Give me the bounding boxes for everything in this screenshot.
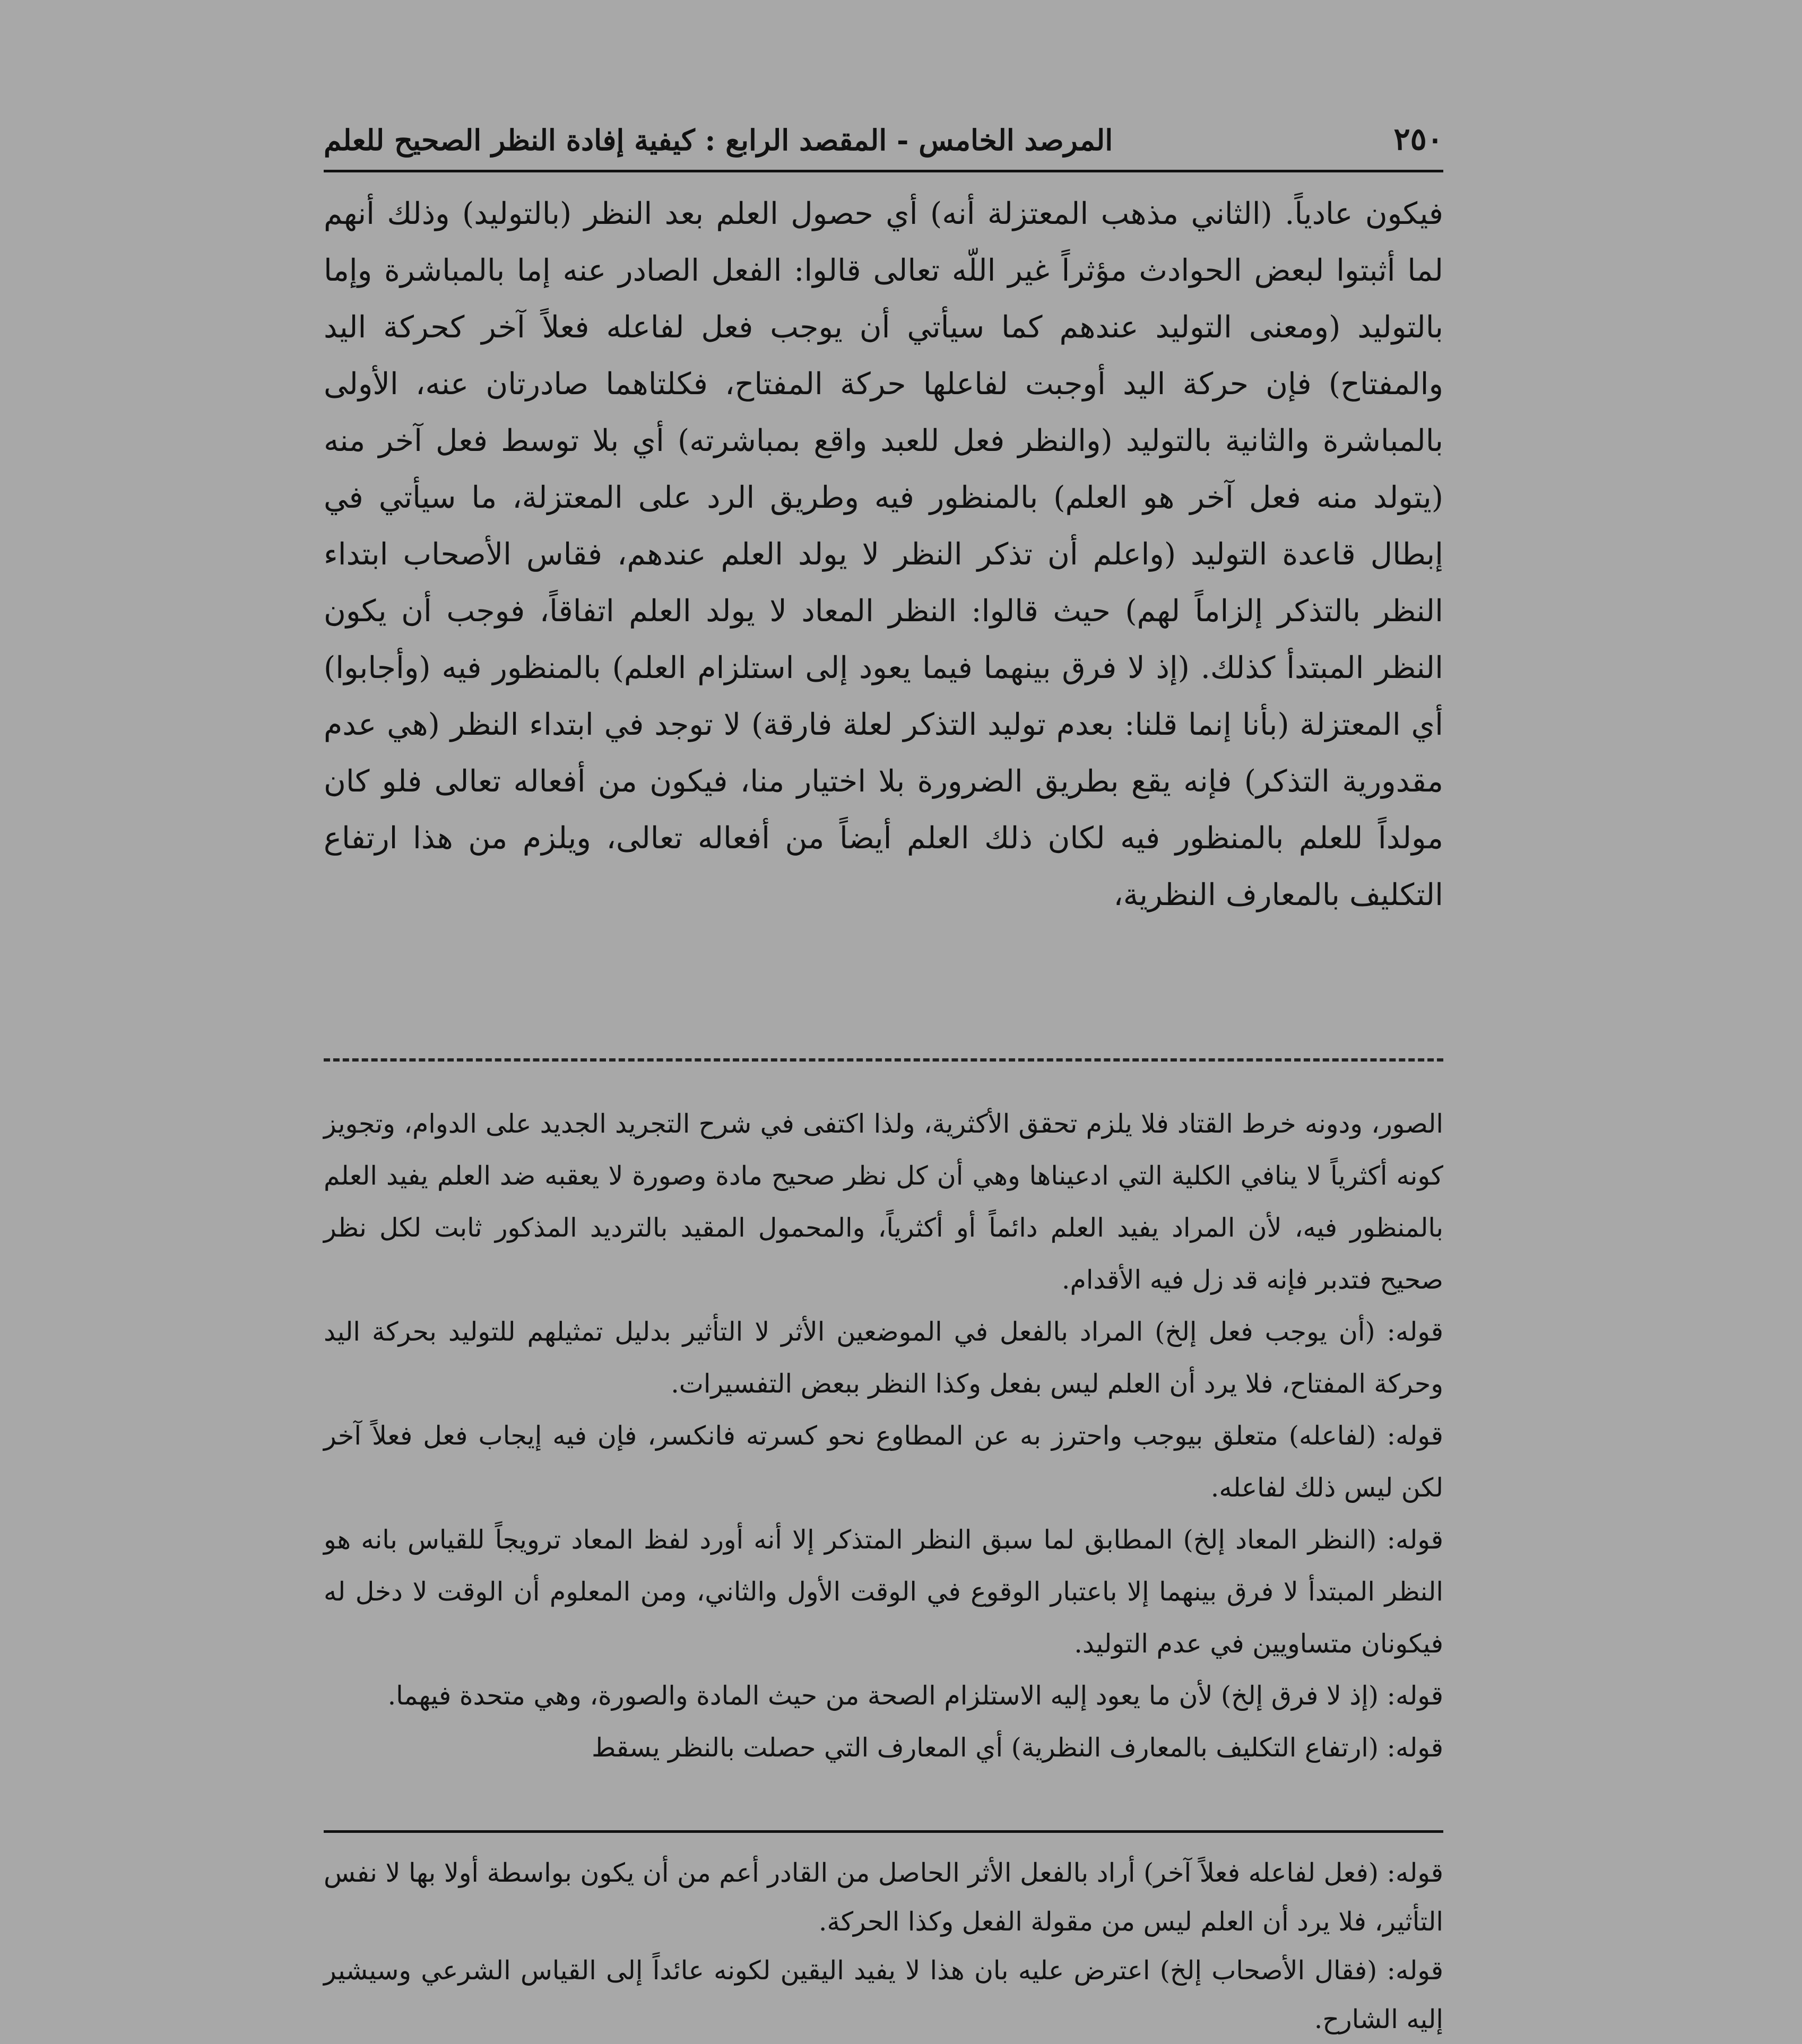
note-paragraph: قوله: (النظر المعاد إلخ) المطابق لما سبق النظر المتذكر إلا أنه أورد لفظ المعاد ترويجاً للقياس بانه هو النظر المبتدأ لا فرق بينهما إلا باعتبار الوقوع في الوقت الأول والثاني، ومن المعلوم أن الوقت لا دخل له فيكونان متساويين في عدم التوليد. — [324, 1525, 1443, 1659]
running-header — [324, 111, 1443, 172]
main-text: فيكون عادياً. (الثاني مذهب المعتزلة أنه) أي حصول العلم بعد النظر (بالتوليد) وذلك أنهم لما أثبتوا لبعض الحوادث مؤثراً غير اللّه تعالى قالوا: الفعل الصادر عنه إما بالمباشرة وإما بالتوليد (ومعنى التوليد عندهم كما سيأتي أن يوجب فعل لفاعله فعلاً آخر كحركة اليد والمفتاح) فإن حركة اليد أوجبت لفاعلها حركة المفتاح، فكلتاهما صادرتان عنه، الأولى بالمباشرة والثانية بالتوليد (والنظر فعل للعبد واقع بمباشرته) أي بلا توسط فعل آخر منه (يتولد منه فعل آخر هو العلم) بالمنظور فيه وطريق الرد على المعتزلة، ما سيأتي في إبطال قاعدة التوليد (واعلم أن تذكر النظر لا يولد العلم عندهم، فقاس الأصحاب ابتداء النظر بالتذكر إلزاماً لهم) حيث قالوا: النظر المعاد لا يولد العلم اتفاقاً، فوجب أن يكون النظر المبتدأ كذلك. (إذ لا فرق بينهما فيما يعود إلى استلزام العلم) بالمنظور فيه (وأجابوا) أي المعتزلة (بأنا إنما قلنا: بعدم توليد التذكر لعلة فارقة) لا توجد في ابتداء النظر (هي عدم مقدورية التذكر) فإنه يقع بطريق الضرورة بلا اختيار منا، فيكون من أفعاله تعالى فلو كان مولداً للعلم بالمنظور فيه لكان ذلك العلم أيضاً من أفعاله تعالى، ويلزم من هذا ارتفاع التكليف بالمعارف النظرية، — [324, 196, 1443, 912]
note-paragraph: قوله: (ارتفاع التكليف بالمعارف النظرية) أي المعارف التي حصلت بالنظر يسقط — [591, 1733, 1443, 1763]
note-paragraph: قوله: (إذ لا فرق إلخ) لأن ما يعود إليه الاستلزام الصحة من حيث المادة والصورة، وهي متحدة فيهما. — [387, 1681, 1443, 1711]
footnote-paragraph: قوله: (فعل لفاعله فعلاً آخر) أراد بالفعل الأثر الحاصل من القادر أعم من أن يكون بواسطة أولا بها لا نفس التأثير، فلا يرد أن العلم ليس من مقولة الفعل وكذا الحركة. — [324, 1858, 1443, 1937]
commentary-notes — [324, 1098, 1443, 1774]
note-paragraph: قوله: (لفاعله) متعلق بيوجب واحترز به عن المطاوع نحو كسرته فانكسر، فإن فيه إيجاب فعل فعلاً آخر لكن ليس ذلك لفاعله. — [324, 1421, 1443, 1503]
footnote-paragraph: قوله: (فقال الأصحاب إلخ) اعترض عليه بان هذا لا يفيد اليقين لكونه عائداً إلى القياس الشرعي وسيشير إليه الشارح. — [324, 1955, 1443, 2034]
footnotes — [324, 1849, 1443, 2044]
footnote-divider — [324, 1830, 1443, 1833]
page-number: ٢٥٠ — [1393, 121, 1443, 157]
note-paragraph: الصور، ودونه خرط القتاد فلا يلزم تحقق الأكثرية، ولذا اكتفى في شرح التجريد الجديد على الدوام، وتجويز كونه أكثرياً لا ينافي الكلية التي ادعيناها وهي أن كل نظر صحيح مادة وصورة لا يعقبه ضد العلم يفيد العلم بالمنظور فيه، لأن المراد يفيد العلم دائماً أو أكثرياً، والمحمول المقيد بالترديد المذكور ثابت لكل نظر صحيح فتدبر فإنه قد زل فيه الأقدام. — [324, 1109, 1443, 1295]
note-paragraph: قوله: (أن يوجب فعل إلخ) المراد بالفعل في الموضعين الأثر لا التأثير بدليل تمثيلهم للتوليد بحركة اليد وحركة المفتاح، فلا يرد أن العلم ليس بفعل وكذا النظر ببعض التفسيرات. — [324, 1317, 1443, 1399]
book-page — [324, 111, 1443, 2034]
dashed-separator — [324, 1058, 1443, 1062]
running-title: المرصد الخامس - المقصد الرابع : كيفية إفادة النظر الصحيح للعلم — [324, 123, 1113, 157]
